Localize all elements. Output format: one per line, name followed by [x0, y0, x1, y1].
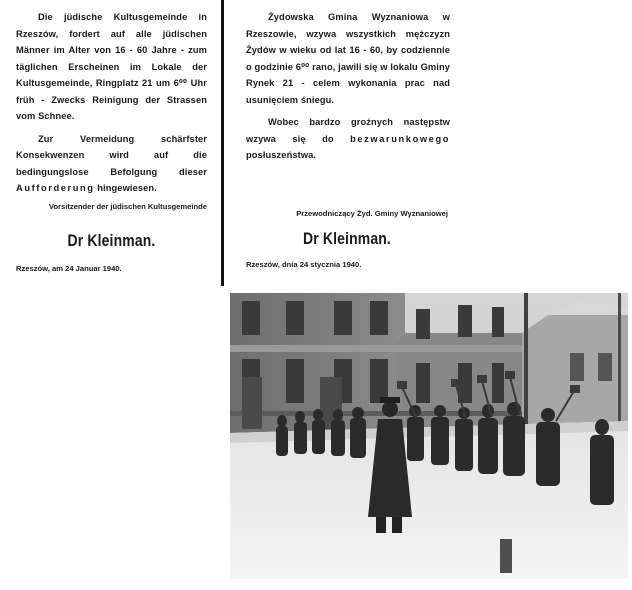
notice-german-signer-name: Dr Kleinman.: [67, 231, 156, 250]
notice-german-paragraph-1: Die jüdische Kultusgemeinde in Rzeszów, fordert auf alle jüdischen Männer im Alter von 16 - 60 Jahre - zum täglichen Erscheinen im Lokale der Kultusgemeinde, Ringplatz 21 um 6⁰⁰ Uhr früh - Zwecks Reinigung der Strassen vom Schnee.: [16, 12, 207, 121]
notice-polish-paragraph-2: [246, 114, 450, 164]
notice-polish-emphasis: bezwarunkowego: [350, 133, 451, 144]
notice-german-paragraph-2: [16, 131, 207, 197]
street-photograph: [230, 293, 628, 579]
notice-german: [4, 0, 224, 286]
notice-german-place-date: Rzeszów, am 24 Januar 1940.: [16, 264, 122, 273]
notice-polish-paragraph-2-start: Wobec bardzo groźnych następstw wzywa się do: [246, 117, 450, 144]
street-photograph-drawing: [230, 293, 628, 579]
notice-german-signer-title: Vorsitzender der jüdischen Kultusgemeinde: [48, 202, 207, 211]
notice-german-paragraph-2-end: hingewiesen.: [97, 183, 157, 193]
notice-german-emphasis: Aufforderung: [16, 183, 95, 193]
notice-polish-paragraph-1: Żydowska Gmina Wyznaniowa w Rzeszowie, wzywa wszystkich mężczyzn Żydów w wieku od lat 16 - 60, by codziennie o godzinie 6⁰⁰ rano, jawili się w lokalu Gminy Rynek 21 - celem wykonania prac nad usunięciem śniegu.: [246, 12, 450, 105]
notice-polish-paragraph-2-end: posłuszeństwa.: [246, 150, 317, 160]
notice-polish-place-date: Rzeszów, dnia 24 stycznia 1940.: [246, 260, 362, 269]
notice-polish-signer-name: Dr Kleinman.: [303, 229, 391, 248]
notice-german-paragraph-2-start: Zur Vermeidung schärfster Konsekwenzen wird auf die bedingungslose Befolgung dieser: [16, 133, 207, 177]
notice-polish: [232, 0, 458, 286]
notice-polish-signer-title: Przewodniczący Żyd. Gminy Wyznaniowej: [296, 209, 448, 218]
